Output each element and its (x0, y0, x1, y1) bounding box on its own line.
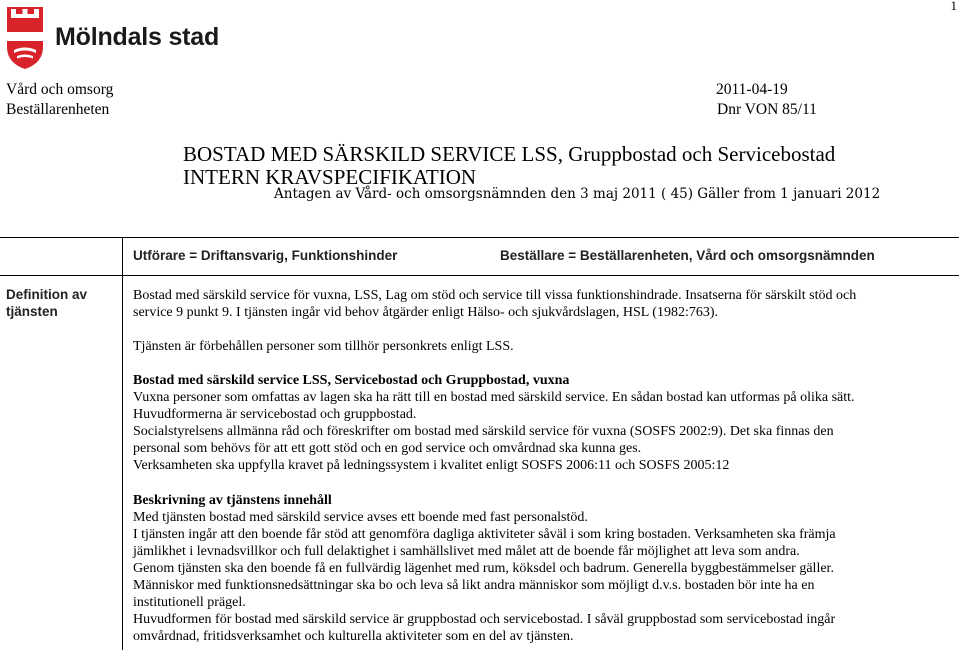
eligibility-paragraph: Tjänsten är förbehållen personer som tillhör personkrets enligt LSS. (133, 339, 514, 354)
service-content-paragraph: Beskrivning av tjänstens innehåll Med tjänsten bostad med särskild service avses ett boende med fast personalstöd. I tjänsten ingår att den boende får stöd att genomföra dagliga aktiviteter såväl i som kring bostaden. Verksamheten ska främja jämlikhet i levnadsvillkor och full delaktighet i samhällslivet med målet att de boende får möjlighet att leva som andra. Genom tjänsten ska den boende få en fullvärdig lägenhet med rum, köksdel och badrum. Generella byggbestämmelser gäller. Människor med funktionsnedsättningar ska bo och leva så likt andra människor som möjligt d.v.s. bostaden bör inte ha en institutionell prägel. Huvudformen för bostad med särskild service är gruppbostad och servicebostad. I såväl gruppbostad som servicebostad ingår omvårdnad, fritidsverksamhet och kulturella aktiviteter som en del av tjänsten. (133, 492, 953, 645)
page-number: 1 (950, 0, 957, 13)
table-header-border (0, 275, 959, 276)
table-column-divider (122, 237, 123, 650)
brand-name: Mölndals stad (55, 22, 220, 51)
row-label: Definition av tjänsten (6, 287, 88, 319)
section-heading: Bostad med särskild service LSS, Servicebostad och Gruppbostad, vuxna (133, 373, 570, 388)
adoption-note: Antagen av Vård- och omsorgsnämnden den 3 maj 2011 ( 45) Gäller from 1 januari 2012 (274, 186, 881, 202)
section-heading: Beskrivning av tjänstens innehåll (133, 493, 332, 508)
document-reference: Dnr VON 85/11 (717, 101, 817, 118)
municipality-shield-icon (5, 5, 45, 71)
department: Vård och omsorg (6, 81, 114, 98)
header-performer: Utförare = Driftansvarig, Funktionshinder (133, 248, 398, 263)
document-date: 2011-04-19 (716, 81, 788, 98)
table-top-border (0, 237, 959, 238)
housing-types-paragraph: Bostad med särskild service LSS, Servicebostad och Gruppbostad, vuxna Vuxna personer som omfattas av lagen ska ha rätt till en bostad med särskild service. En sådan bostad kan utformas på olika sätt. Huvudformerna är servicebostad och gruppbostad. Socialstyrelsens allmänna råd och föreskrifter om bostad med särskild service för vuxna (SOSFS 2002:9). Det ska finnas den personal som behövs för att ett gott stöd och en god service och omvårdnad ska kunna ges. Verksamheten ska uppfylla kravet på ledningssystem i kvalitet enligt SOSFS 2006:11 och SOSFS 2005:12 (133, 372, 953, 474)
document-title: BOSTAD MED SÄRSKILD SERVICE LSS, Gruppbostad och Servicebostad (183, 142, 836, 166)
header-orderer: Beställare = Beställarenheten, Vård och omsorgsnämnden (500, 248, 875, 263)
definition-paragraph: Bostad med särskild service för vuxna, LSS, Lag om stöd och service till vissa funktionshindrade. Insatserna för särskilt stöd och service 9 punkt 9. I tjänsten ingår vid behov åtgärder enligt Hälso- och sjukvårdslagen, HSL (1982:763). (133, 288, 857, 320)
document-subtitle: INTERN KRAVSPECIFIKATION (183, 165, 477, 189)
logo (5, 5, 219, 71)
unit: Beställarenheten (6, 101, 110, 118)
